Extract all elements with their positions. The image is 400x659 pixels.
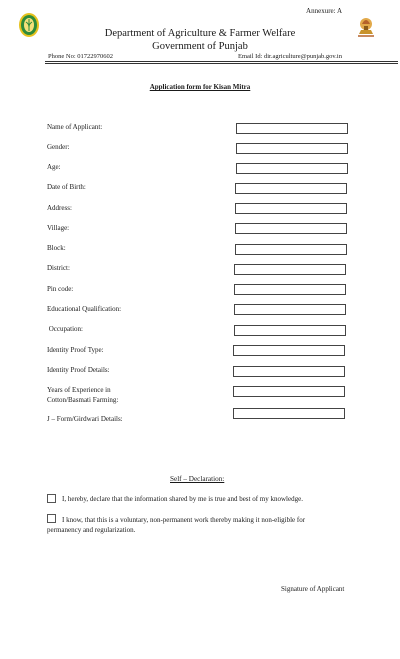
identity-proof-type-field[interactable] [233,345,345,356]
government-name: Government of Punjab [152,41,248,52]
declaration-checkbox-1[interactable] [47,494,56,503]
form-title: Application form for Kisan Mitra [149,83,251,91]
block-field[interactable] [235,244,347,255]
signature-label: Signature of Applicant [281,585,345,593]
header-divider [45,61,398,62]
label-identity-proof-type: Identity Proof Type: [47,346,104,354]
declaration-text-1: I, hereby, declare that the information shared by me is true and best of my knowledge. [62,495,303,503]
declaration-title: Self – Declaration: [170,475,225,483]
label-j-form-girdwari-details: J – Form/Girdwari Details: [47,415,123,423]
label-gender: Gender: [47,143,70,151]
address-field[interactable] [235,203,347,214]
district-field[interactable] [234,264,346,275]
department-name: Department of Agriculture & Farmer Welfare [104,28,296,39]
label-occupation: Occupation: [47,325,83,333]
label-date-of-birth: Date of Birth: [47,183,86,191]
identity-proof-details-field[interactable] [233,366,345,377]
age-field[interactable] [236,163,348,174]
phone-number: Phone No: 01722970602 [48,53,113,60]
label-name-of-applicant: Name of Applicant: [47,123,103,131]
declaration-checkbox-2[interactable] [47,514,56,523]
label-educational-qualification: Educational Qualification: [47,305,122,313]
label-age: Age: [47,163,61,171]
date-of-birth-field[interactable] [235,183,347,194]
label-years-of-experience-line2: Cotton/Basmati Farming: [47,396,119,404]
declaration-text-2-line2: permanency and regularization. [47,526,136,534]
header-divider [45,63,398,64]
label-village: Village: [47,224,70,232]
j-form-girdwari-details-field[interactable] [233,408,345,419]
label-address: Address: [47,204,72,212]
declaration-text-2: I know, that this is a voluntary, non-permanent work thereby making it non-eligible for [62,516,306,524]
email-address: Email Id: dir.agriculture@punjab.gov.in [238,53,342,60]
pin-code-field[interactable] [234,284,346,295]
years-of-experience-field[interactable] [233,386,345,397]
label-years-of-experience: Years of Experience in [47,386,111,394]
annexure-label: Annexure: A [306,7,342,15]
label-identity-proof-details: Identity Proof Details: [47,366,110,374]
name-of-applicant-field[interactable] [236,123,348,134]
educational-qualification-field[interactable] [234,304,346,315]
label-pin-code: Pin code: [47,285,74,293]
gender-field[interactable] [236,143,348,154]
village-field[interactable] [235,223,347,234]
occupation-field[interactable] [234,325,346,336]
label-district: District: [47,264,70,272]
label-block: Block: [47,244,66,252]
